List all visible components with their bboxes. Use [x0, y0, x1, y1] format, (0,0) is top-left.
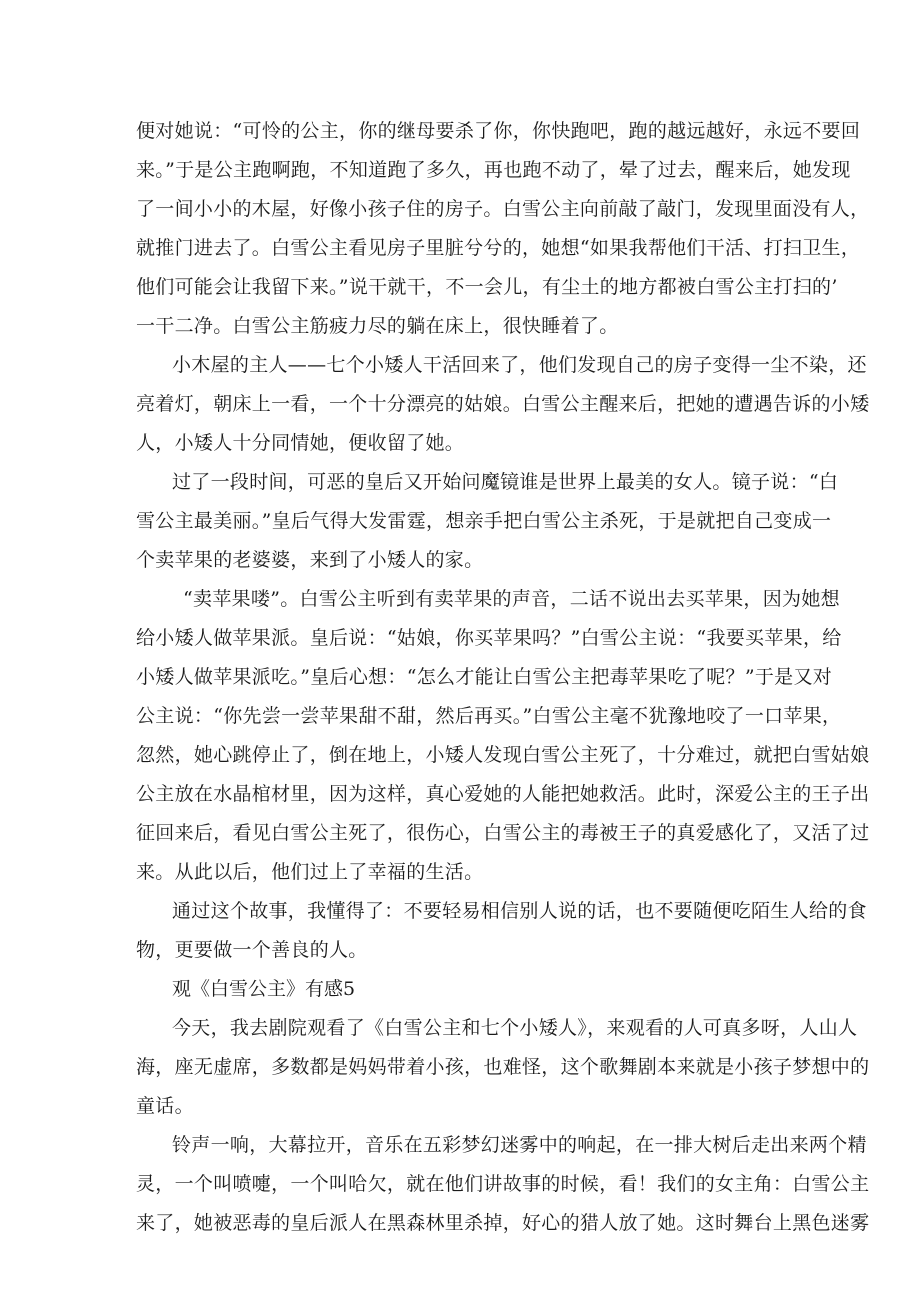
text-line: 小木屋的主人——七个小矮人干活回来了，他们发现自己的房子变得一尘不染，还 — [172, 354, 867, 376]
text-line: 来了，她被恶毒的皇后派人在黑森林里杀掉，好心的猎人放了她。这时舞台上黑色迷雾 — [136, 1212, 870, 1234]
text-line: 人，小矮人十分同情她，便收留了她。 — [136, 432, 465, 454]
text-line: 灵，一个叫喷嚏，一个叫哈欠，就在他们讲故事的时候，看！我们的女主角：白雪公主 — [136, 1173, 870, 1195]
text-line: 公主放在水晶棺材里，因为这样，真心爱她的人能把她救活。此时，深爱公主的王子出 — [136, 783, 870, 805]
text-line: 铃声一响，大幕拉开，音乐在五彩梦幻迷雾中的响起，在一排大树后走出来两个精 — [172, 1134, 867, 1156]
text-line: 他们可能会让我留下来。”说干就干，不一会儿，有尘土的地方都被白雪公主打扫的’ — [136, 276, 838, 298]
text-line: “卖苹果喽”。白雪公主听到有卖苹果的声音，二话不说出去买苹果，因为她想 — [183, 588, 840, 610]
text-line: 今天，我去剧院观看了《白雪公主和七个小矮人》，来观看的人可真多呀，人山人 — [172, 1017, 858, 1039]
text-line: 公主说：“你先尝一尝苹果甜不甜，然后再买。”白雪公主毫不犹豫地咬了一口苹果， — [136, 705, 842, 727]
text-line: 来。”于是公主跑啊跑，不知道跑了多久，再也跑不动了，晕了过去，醒来后，她发现 — [136, 159, 851, 181]
text-line: 了一间小小的木屋，好像小孩子住的房子。白雪公主向前敲了敲门，发现里面没有人， — [136, 198, 870, 220]
text-line: 给小矮人做苹果派。皇后说：“姑娘，你买苹果吗？”白雪公主说：“我要买苹果，给 — [136, 627, 842, 649]
text-line: 忽然，她心跳停止了，倒在地上，小矮人发现白雪公主死了，十分难过，就把白雪姑娘 — [136, 744, 870, 766]
text-line: 小矮人做苹果派吃。”皇后心想：“怎么才能让白雪公主把毒苹果吃了呢？”于是又对 — [136, 666, 833, 688]
text-line: 童话。 — [136, 1095, 194, 1117]
text-line: 通过这个故事，我懂得了：不要轻易相信别人说的话，也不要随便吃陌生人给的食 — [172, 900, 867, 922]
text-line: 物，更要做一个善良的人。 — [136, 939, 368, 961]
text-line: 征回来后，看见白雪公主死了，很伤心，白雪公主的毒被王子的真爱感化了，又活了过 — [136, 822, 870, 844]
text-line: 就推门进去了。白雪公主看见房子里脏兮兮的，她想“如果我帮他们干活、打扫卫生， — [136, 237, 861, 259]
text-line: 过了一段时间，可恶的皇后又开始问魔镜谁是世界上最美的女人。镜子说：“白 — [172, 471, 839, 493]
text-line: 来。从此以后，他们过上了幸福的生活。 — [136, 861, 484, 883]
text-line: 便对她说：“可怜的公主，你的继母要杀了你，你快跑吧，跑的越远越好，永远不要回 — [136, 120, 861, 142]
section-heading: 观《白雪公主》有感5 — [172, 978, 356, 1000]
text-line: 雪公主最美丽。”皇后气得大发雷霆，想亲手把白雪公主杀死，于是就把自己变成一 — [136, 510, 832, 532]
text-line: 亮着灯，朝床上一看，一个十分漂亮的姑娘。白雪公主醒来后，把她的遭遇告诉的小矮 — [136, 393, 870, 415]
text-line: 海，座无虚席，多数都是妈妈带着小孩，也难怪，这个歌舞剧本来就是小孩子梦想中的 — [136, 1056, 870, 1078]
text-line: 个卖苹果的老婆婆，来到了小矮人的家。 — [136, 549, 484, 571]
text-line: 一干二净。白雪公主筋疲力尽的躺在床上，很快睡着了。 — [136, 315, 619, 337]
